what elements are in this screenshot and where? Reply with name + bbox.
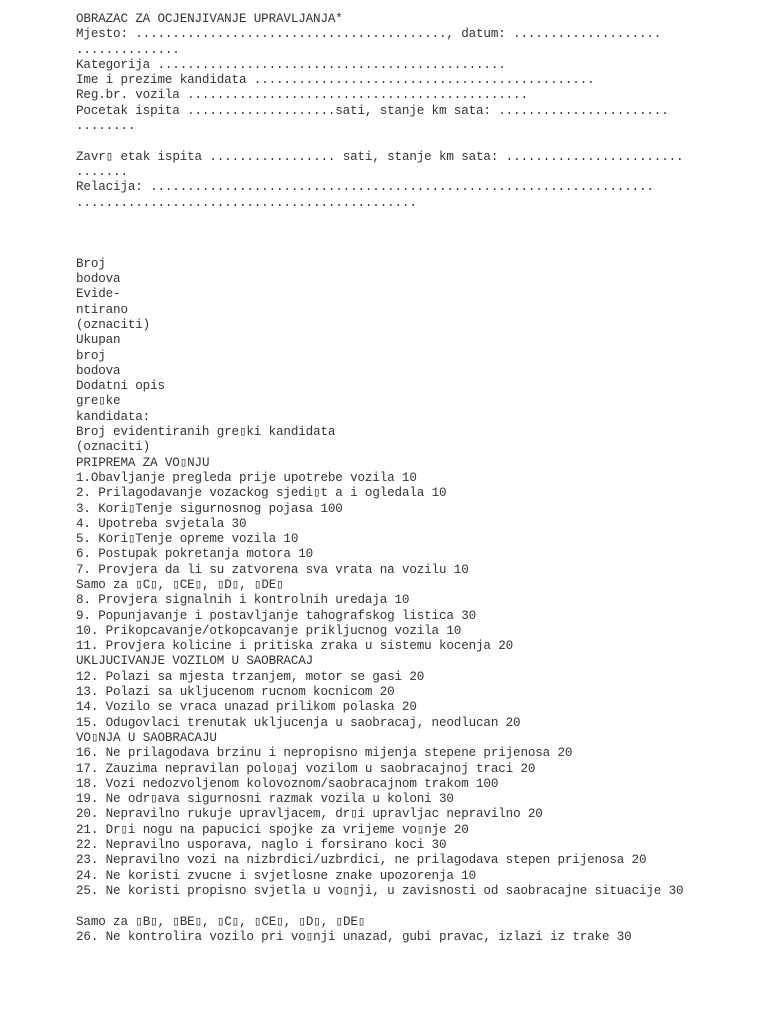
list-item: 26. Ne kontrolira vozilo pri vo▯nji unazad, gubi pravac, izlazi iz trake 30 [76, 929, 632, 944]
list-item: 20. Nepravilno rukuje upravljacem, dr▯i upravljac nepravilno 20 [76, 807, 543, 822]
table-header-cell: kandidata: [76, 409, 151, 424]
table-header-cell: Evide- [76, 287, 121, 302]
table-header-cell: Ukupan [76, 333, 121, 348]
vehicle-registration-line: Reg.br. vozila .............................................. [76, 88, 528, 103]
table-header-block [76, 257, 756, 456]
candidate-name-line: Ime i prezime kandidata .............................................. [76, 73, 595, 88]
place-date-line: Mjesto: .........................................., datum: .................... [76, 27, 662, 42]
section-preparation [76, 456, 756, 655]
list-item: 11. Provjera kolicine i pritiska zraka u sistemu kocenja 20 [76, 639, 514, 654]
list-item: 16. Ne prilagodava brzinu i nepropisno mijenja stepene prijenosa 20 [76, 746, 573, 761]
list-item: 1.Obavljanje pregleda prije upotrebe vozila 10 [76, 470, 417, 485]
list-item: 5. Kori▯Tenje opreme vozila 10 [76, 532, 299, 547]
table-header-cell: Dodatni opis [76, 379, 165, 394]
list-item: 12. Polazi sa mjesta trzanjem, motor se gasi 20 [76, 669, 425, 684]
list-item: 8. Provjera signalnih i kontrolnih uredaja 10 [76, 593, 410, 608]
list-item: 7. Provjera da li su zatvorena sva vrata na vozilu 10 [76, 562, 469, 577]
list-item: 21. Dr▯i nogu na papucici spojke za vrijeme vo▯nje 20 [76, 822, 469, 837]
list-item: 15. Odugovlaci trenutak ukljucenja u saobracaj, neodlucan 20 [76, 715, 521, 730]
document-page [76, 12, 756, 945]
spacer [76, 134, 756, 149]
list-item: 4. Upotreba svjetala 30 [76, 516, 247, 531]
spacer [76, 241, 756, 256]
form-title: OBRAZAC ZA OCJENJIVANJE UPRAVLJANJA* [76, 12, 343, 26]
table-header-cell: gre▯ke [76, 394, 121, 409]
route-line: Relacija: .................................................................... [76, 180, 654, 195]
list-item: 2. Prilagodavanje vozackog sjedi▯t a i ogledala 10 [76, 486, 447, 501]
list-item: 23. Nepravilno vozi na nizbrdici/uzbrdici, ne prilagodava stepen prijenosa 20 [76, 853, 647, 868]
list-item: 13. Polazi sa ukljucenom rucnom kocnicom 20 [76, 685, 395, 700]
table-header-cell: ntirano [76, 302, 128, 317]
table-header-cell: (oznaciti) [76, 440, 151, 455]
list-item: 18. Vozi nedozvoljenom kolovoznom/saobracajnom trakom 100 [76, 776, 499, 791]
list-item: 24. Ne koristi zvucne i svjetlosne znake upozorenja 10 [76, 868, 477, 883]
table-header-cell: Broj [76, 256, 106, 271]
section-title: VO▯NJA U SAOBRACAJU [76, 730, 217, 745]
table-header-cell: broj [76, 348, 106, 363]
list-item: 6. Postupak pokretanja motora 10 [76, 547, 314, 562]
section-title: PRIPREMA ZA VO▯NJU [76, 455, 210, 470]
list-item: 10. Prikopcavanje/otkopcavanje prikljucnog vozila 10 [76, 623, 462, 638]
list-item: 3. Kori▯Tenje sigurnosnog pojasa 100 [76, 501, 343, 516]
exam-start-line: Pocetak ispita ....................sati, stanje km sata: ....................... [76, 103, 669, 118]
list-item: 19. Ne odr▯ava sigurnosni razmak vozila u koloni 30 [76, 792, 454, 807]
category-note: Samo za ▯C▯, ▯CE▯, ▯D▯, ▯DE▯ [76, 577, 284, 592]
list-item: 22. Nepravilno usporava, naglo i forsirano koci 30 [76, 838, 447, 853]
exam-end-line: Zavr▯ etak ispita ................. sati, stanje km sata: ........................ [76, 149, 684, 164]
spacer [76, 211, 756, 242]
place-date-continuation: .............. [76, 42, 180, 57]
table-header-cell: Broj evidentiranih gre▯ki kandidata [76, 425, 336, 440]
spacer [76, 899, 756, 914]
category-note: Samo za ▯B▯, ▯BE▯, ▯C▯, ▯CE▯, ▯D▯, ▯DE▯ [76, 914, 366, 929]
category-line: Kategorija ............................................... [76, 57, 506, 72]
list-item: 25. Ne koristi propisno svjetla u vo▯nji, u zavisnosti od saobracajne situacije 30 [76, 883, 684, 898]
route-continuation: .............................................. [76, 195, 417, 210]
section-driving-in-traffic [76, 731, 756, 899]
exam-start-continuation: ........ [76, 119, 136, 134]
table-header-cell: bodova [76, 272, 121, 287]
list-item: 9. Popunjavanje i postavljanje tahografskog listica 30 [76, 608, 477, 623]
section-joining-traffic [76, 654, 756, 730]
section-title: UKLJUCIVANJE VOZILOM U SAOBRACAJ [76, 654, 314, 669]
list-item: 14. Vozilo se vraca unazad prilikom polaska 20 [76, 700, 417, 715]
table-header-cell: (oznaciti) [76, 317, 151, 332]
list-item: 17. Zauzima nepravilan polo▯aj vozilom u saobracajnoj traci 20 [76, 761, 536, 776]
exam-end-continuation: ....... [76, 164, 128, 179]
table-header-cell: bodova [76, 363, 121, 378]
